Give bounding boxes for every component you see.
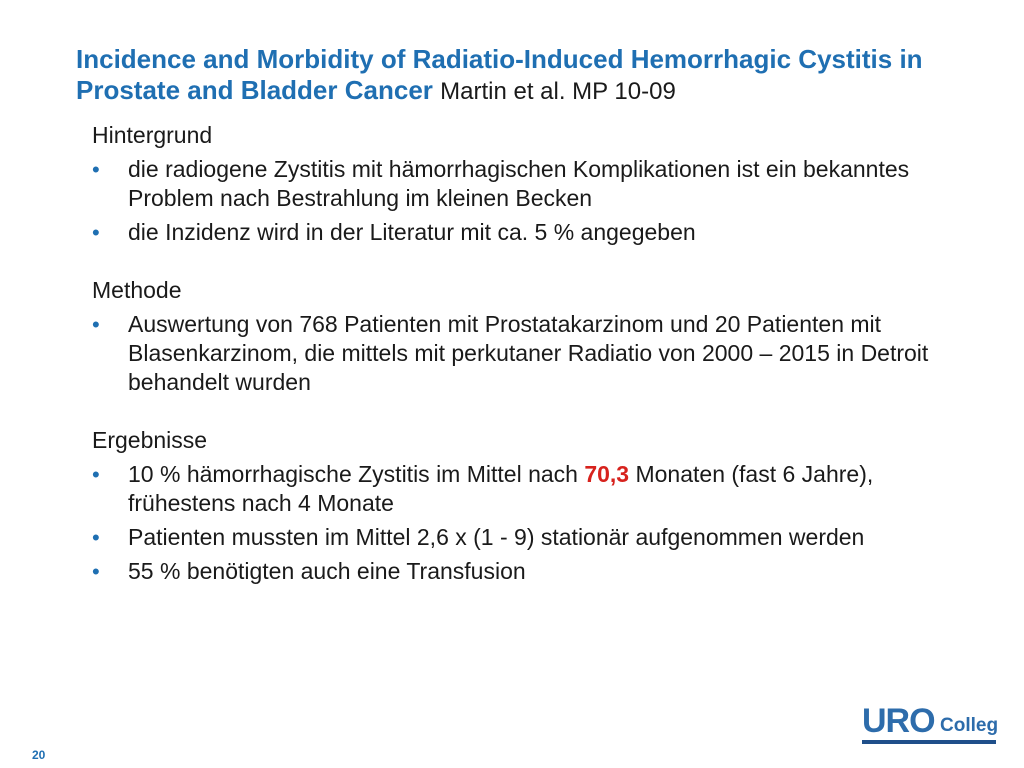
urocolleg-logo [862,704,1002,744]
section-heading-results: Ergebnisse [92,427,208,453]
result-highlight-months: 70,3 [584,461,630,487]
list-item: • 55 % benötigten auch eine Transfusion [92,557,952,586]
slide-content [92,120,952,586]
method-list [92,310,952,397]
list-item [92,460,952,518]
slide-title-reference: Martin et al. MP 10-09 [440,78,676,105]
section-heading-method: Methode [92,277,182,303]
background-list [92,155,952,247]
result-text-after: Monaten (fast 6 Jahre), frühestens nach 4 Monate [128,461,874,516]
list-item: • Auswertung von 768 Patienten mit Prostatakarzinom und 20 Patienten mit Blasenkarzinom, die mittels mit perkutaner Radiatio von 2000 – 2015 in Detroit behandelt wurden [92,310,952,397]
list-item: • die radiogene Zystitis mit hämorrhagischen Komplikationen ist ein bekanntes Problem nach Bestrahlung im kleinen Becken [92,155,952,213]
slide-title-main: Incidence and Morbidity of Radiatio-Induced Hemorrhagic Cystitis in Prostate and Bladder Cancer [76,44,923,105]
logo-underline [862,740,996,744]
logo-colleg-text: Colleg [940,715,999,736]
logo-uro-text: URO [862,702,935,740]
list-item: • die Inzidenz wird in der Literatur mit ca. 5 % angegeben [92,218,952,247]
results-list [92,460,952,586]
page-number: 20 [32,748,46,762]
section-heading-background: Hintergrund [92,122,213,148]
list-item: • Patienten mussten im Mittel 2,6 x (1 - 9) stationär aufgenommen werden [92,523,952,552]
result-text-before: 10 % hämorrhagische Zystitis im Mittel nach [128,461,585,487]
slide-title [76,44,976,107]
